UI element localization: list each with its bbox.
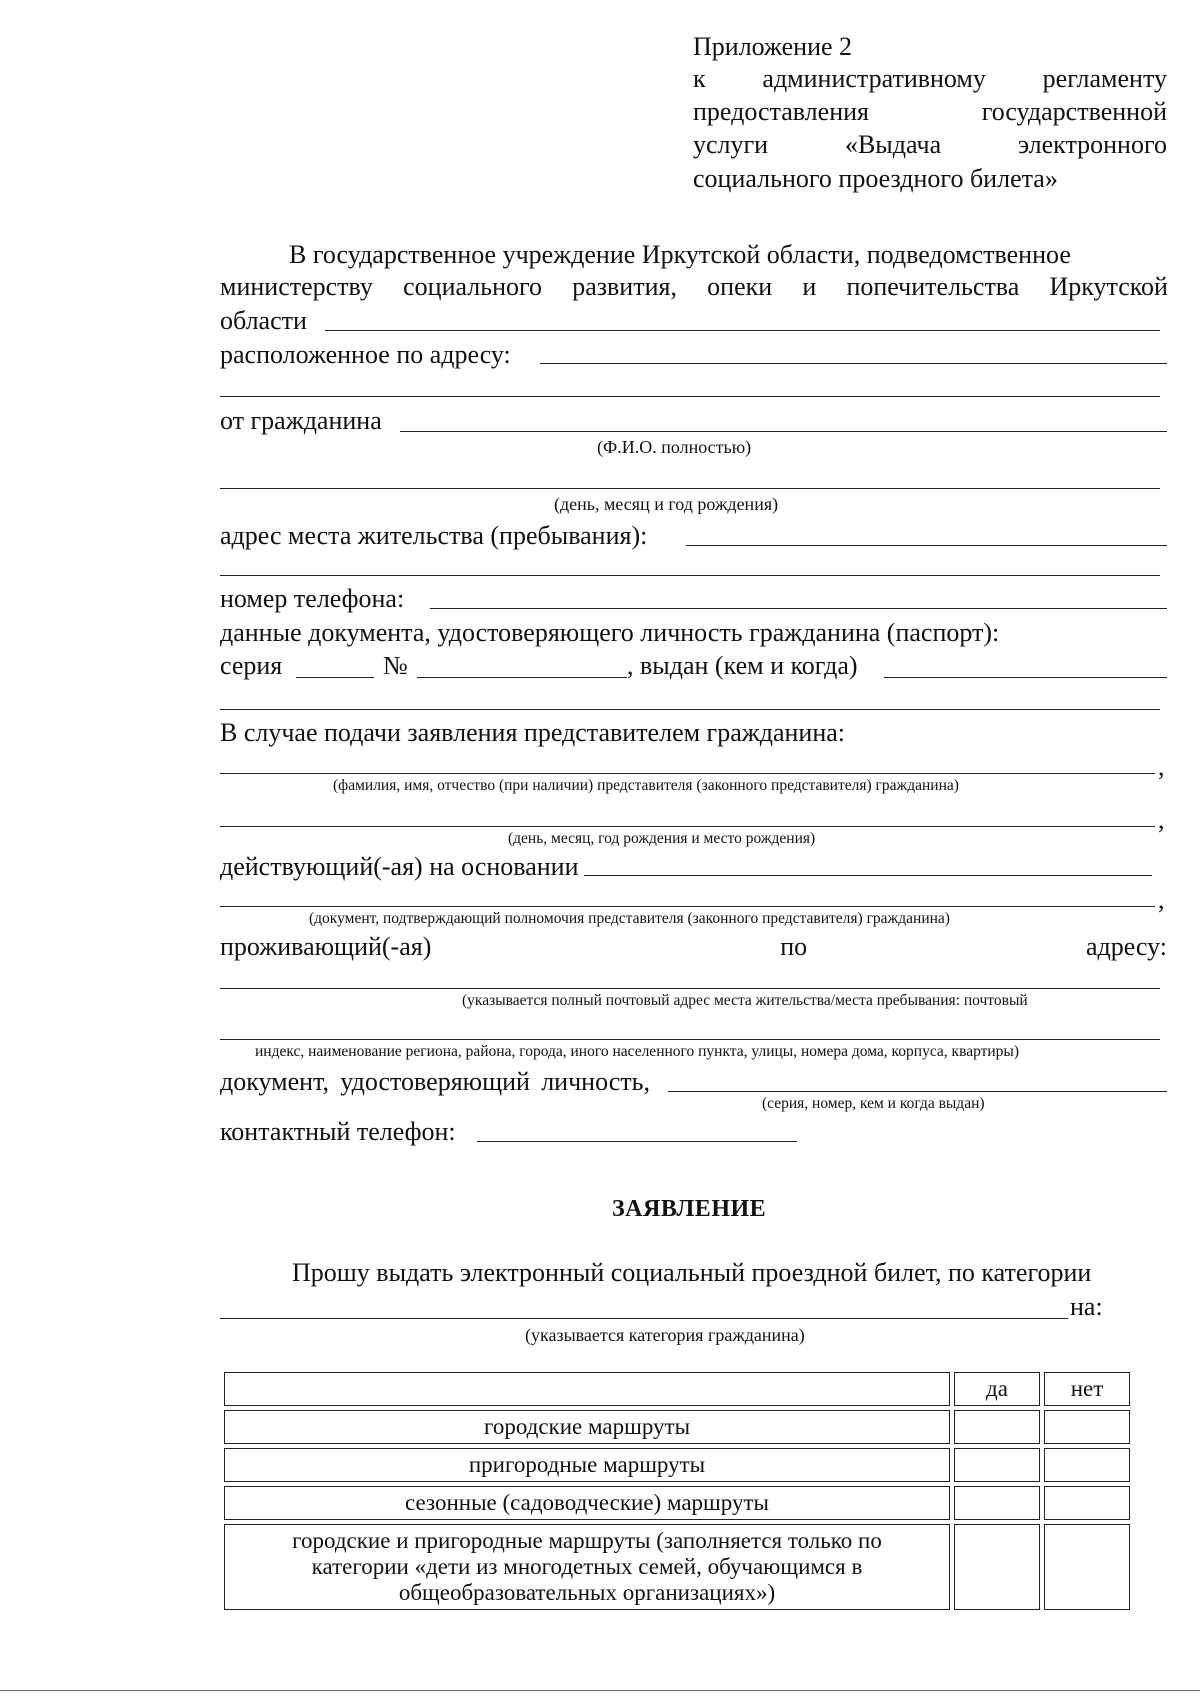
page-bottom-edge (0, 1690, 1200, 1691)
appendix-line-4: услуги «Выдача электронного (693, 130, 1167, 159)
category-hint: (указывается категория гражданина) (525, 1325, 805, 1345)
route-city-no-cell[interactable] (1044, 1410, 1130, 1444)
contact-phone-label: контактный телефон: (220, 1117, 456, 1146)
rep-id-doc-label: документ, удостоверяющий личность, (220, 1067, 650, 1096)
institution-address-label: расположенное по адресу: (220, 340, 511, 369)
rep-address-field[interactable] (220, 988, 1160, 989)
route-suburban-label: пригородные маршруты (224, 1448, 950, 1482)
route-suburban-yes-cell[interactable] (954, 1448, 1040, 1482)
fio-hint: (Ф.И.О. полностью) (597, 437, 752, 457)
rep-fio-comma: , (1158, 752, 1165, 781)
rep-fio-hint: (фамилия, имя, отчество (при наличии) представителя (законного представителя) гражданина) (333, 777, 959, 794)
institution-field[interactable] (325, 330, 1160, 331)
residence-address-field[interactable] (686, 545, 1167, 546)
rep-fio-field[interactable] (220, 773, 1155, 774)
acting-comma: , (1158, 885, 1165, 914)
dob-hint: (день, месяц и год рождения) (554, 494, 779, 514)
statement-on: на: (1070, 1292, 1103, 1321)
rep-dob-field[interactable] (220, 826, 1155, 827)
addressee-line-1: В государственное учреждение Иркутской области, подведомственное (289, 240, 1071, 269)
acting-basis-field-2[interactable] (220, 906, 1155, 907)
phone-field[interactable] (430, 608, 1167, 609)
residence-address-field-2[interactable] (220, 575, 1160, 576)
acting-basis-field[interactable] (584, 875, 1152, 876)
representative-title: В случае подачи заявления представителем гражданина: (220, 718, 846, 747)
route-suburban-no-cell[interactable] (1044, 1448, 1130, 1482)
route-seasonal-no-cell[interactable] (1044, 1486, 1130, 1520)
passport-issued-field-2[interactable] (220, 709, 1160, 710)
route-city-label: городские маршруты (224, 1410, 950, 1444)
passport-label: данные документа, удостоверяющего личность гражданина (паспорт): (220, 618, 1000, 647)
appendix-line-3: предоставления государственной (693, 97, 1167, 126)
route-combined-no-cell[interactable] (1044, 1524, 1130, 1610)
rep-id-doc-field[interactable] (668, 1091, 1167, 1092)
table-row (224, 1448, 1130, 1482)
residence-address-label: адрес места жительства (пребывания): (220, 521, 648, 550)
header-yes: да (954, 1372, 1040, 1406)
passport-series-field[interactable] (296, 677, 374, 678)
route-combined-label: городские и пригородные маршруты (заполняется только по категории «дети из многодетных семей, обучающимся в общеобразовательных организациях») (224, 1524, 950, 1610)
appendix-line-2: к административному регламенту (693, 64, 1167, 93)
rep-dob-comma: , (1158, 805, 1165, 834)
route-seasonal-yes-cell[interactable] (954, 1486, 1040, 1520)
issued-label: , выдан (кем и когда) (627, 651, 858, 680)
rep-address-hint-2: индекс, наименование региона, района, города, иного населенного пункта, улицы, номера дома, корпуса, квартиры) (255, 1043, 1020, 1060)
table-header-blank (224, 1372, 950, 1406)
citizen-fio-field[interactable] (400, 431, 1167, 432)
contact-phone-field[interactable] (477, 1141, 797, 1142)
citizen-dob-field[interactable] (220, 488, 1160, 489)
institution-address-field[interactable] (540, 363, 1167, 364)
category-field[interactable] (220, 1318, 1068, 1319)
rep-address-field-2[interactable] (220, 1039, 1160, 1040)
route-seasonal-label: сезонные (садоводческие) маршруты (224, 1486, 950, 1520)
rep-doc-hint: (документ, подтверждающий полномочия представителя (законного представителя) гражданина) (309, 910, 950, 927)
addressee-line-2: министерству социального развития, опеки и попечительства Иркутской (220, 272, 1168, 301)
phone-label: номер телефона: (220, 584, 405, 613)
rep-dob-hint: (день, месяц, год рождения и место рождения) (508, 830, 816, 847)
appendix-line-5: социального проездного билета» (693, 164, 1058, 193)
passport-issued-field[interactable] (884, 677, 1167, 678)
number-label: № (383, 651, 408, 680)
route-city-yes-cell[interactable] (954, 1410, 1040, 1444)
table-row (224, 1524, 1130, 1610)
from-citizen-label: от гражданина (220, 406, 382, 435)
statement-title: ЗАЯВЛЕНИЕ (612, 1196, 767, 1222)
rep-living-line: проживающий(-ая) по адресу: (220, 932, 1167, 961)
route-combined-yes-cell[interactable] (954, 1524, 1040, 1610)
addressee-oblast: области (220, 306, 307, 335)
table-header-row (224, 1372, 1130, 1406)
institution-address-field-2[interactable] (220, 396, 1160, 397)
table-row (224, 1486, 1130, 1520)
rep-id-hint: (серия, номер, кем и когда выдан) (762, 1095, 985, 1112)
series-label: серия (220, 651, 283, 680)
statement-request: Прошу выдать электронный социальный проездной билет, по категории (292, 1258, 1092, 1287)
table-row (224, 1410, 1130, 1444)
header-no: нет (1044, 1372, 1130, 1406)
acting-basis-label: действующий(-ая) на основании (220, 852, 579, 881)
passport-number-field[interactable] (417, 677, 627, 678)
appendix-title: Приложение 2 (693, 32, 853, 61)
rep-address-hint-1: (указывается полный почтовый адрес места жительства/места пребывания: почтовый (462, 992, 1028, 1009)
